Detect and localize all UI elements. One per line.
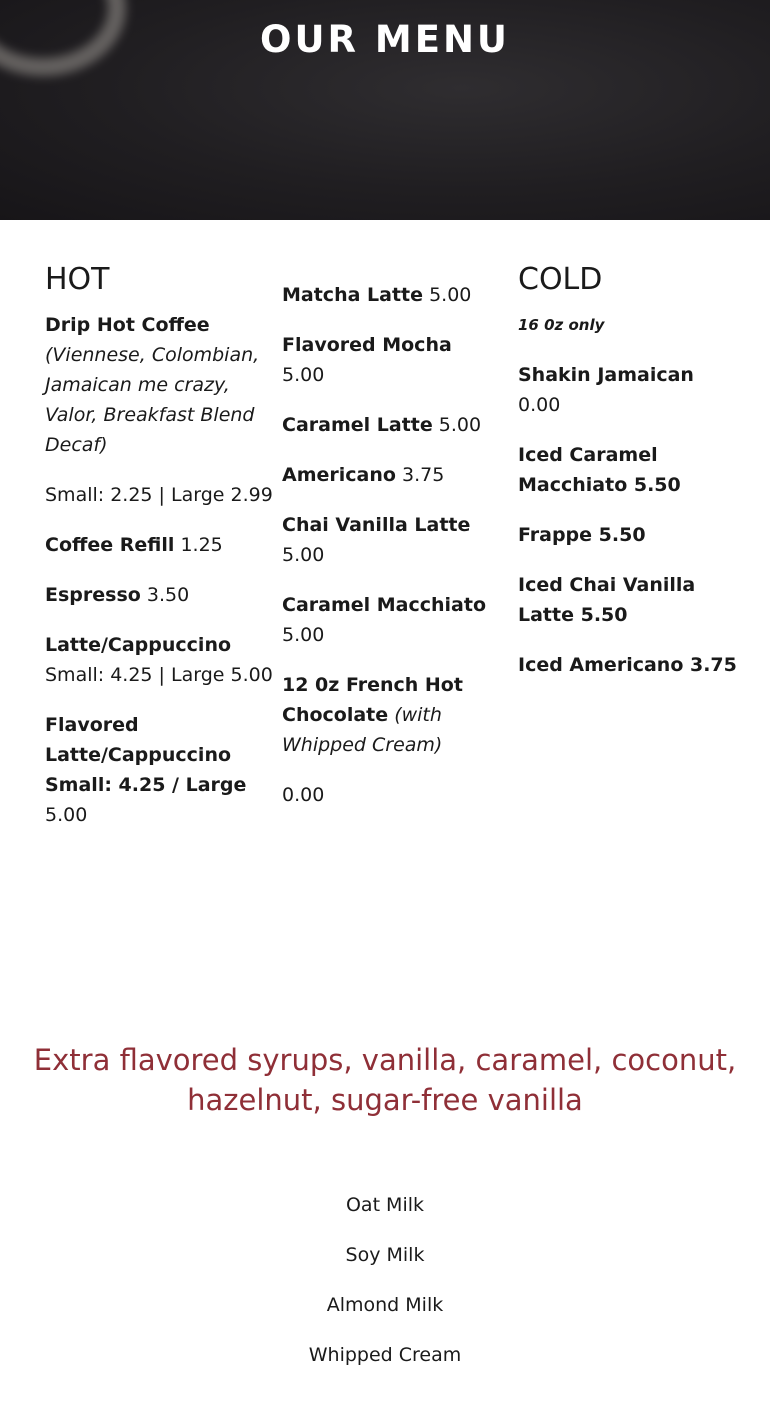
item-price: 3.50 bbox=[146, 584, 190, 606]
size-note: 16 0z only bbox=[518, 316, 605, 334]
menu-item-espresso bbox=[45, 580, 273, 610]
menu-item-matcha-latte bbox=[282, 280, 487, 310]
item-name: Caramel Latte bbox=[282, 414, 433, 436]
menu-item-shakin-jamaican bbox=[518, 360, 740, 420]
item-name: Flavored Mocha bbox=[282, 334, 452, 356]
item-name: Americano bbox=[282, 464, 396, 486]
item-description: (Viennese, Colombian, Jamaican me crazy, Valor, Breakfast Blend Decaf) bbox=[45, 344, 260, 456]
menu-item-drip-price: Small: 2.25 | Large 2.99 bbox=[45, 484, 273, 506]
menu-item-chai-vanilla-latte bbox=[282, 510, 487, 570]
item-price: 0.00 bbox=[518, 394, 561, 416]
hero-banner bbox=[0, 0, 770, 220]
menu-item-coffee-refill bbox=[45, 530, 273, 560]
item-price: 5.00 bbox=[282, 624, 325, 646]
menu-item-caramel-latte bbox=[282, 410, 487, 440]
item-name: Chai Vanilla Latte bbox=[282, 514, 471, 536]
hot-heading: HOT bbox=[45, 262, 110, 297]
item-price: 5.00 bbox=[282, 544, 325, 566]
item-price: 1.25 bbox=[180, 534, 223, 556]
addon-oat-milk: Oat Milk bbox=[345, 1194, 425, 1216]
menu-item-frappe: Frappe 5.50 bbox=[518, 524, 646, 546]
page-title: OUR MENU bbox=[260, 18, 510, 61]
item-name: Coffee Refill bbox=[45, 534, 175, 556]
item-price: 5.00 bbox=[282, 364, 325, 386]
item-name: Caramel Macchiato bbox=[282, 594, 487, 616]
menu-item-caramel-macchiato bbox=[282, 590, 487, 650]
addons-list bbox=[0, 1190, 770, 1390]
menu-item-iced-americano: Iced Americano 3.75 bbox=[518, 654, 737, 676]
item-price: 5.00 bbox=[429, 284, 472, 306]
item-name: Espresso bbox=[45, 584, 141, 606]
menu-item-hot-chocolate-price: 0.00 bbox=[282, 784, 325, 806]
item-name: Flavored Latte/Cappuccino Small: 4.25 / Large bbox=[45, 714, 247, 796]
item-price: Small: 4.25 | Large 5.00 bbox=[45, 664, 273, 686]
hot-menu-column bbox=[45, 262, 273, 850]
menu-item-hot-chocolate bbox=[282, 670, 487, 760]
item-name: Shakin Jamaican bbox=[518, 364, 694, 386]
hot-menu-column-2 bbox=[282, 280, 487, 830]
cold-heading: COLD bbox=[518, 262, 603, 297]
item-description: (with Whipped Cream) bbox=[282, 704, 443, 756]
menu-item-americano bbox=[282, 460, 487, 490]
item-price: 3.75 bbox=[401, 464, 445, 486]
menu-item-drip-coffee bbox=[45, 310, 273, 460]
menu-item-iced-caramel-macchiato: Iced Caramel Macchiato 5.50 bbox=[518, 444, 681, 496]
addon-soy-milk: Soy Milk bbox=[345, 1244, 425, 1266]
item-price: 5.00 bbox=[45, 804, 88, 826]
menu-item-latte-cappuccino bbox=[45, 630, 273, 690]
cold-menu-column bbox=[518, 262, 740, 700]
menu-item-flavored-mocha bbox=[282, 330, 487, 390]
menu-item-flavored-latte bbox=[45, 710, 273, 830]
item-name: Matcha Latte bbox=[282, 284, 424, 306]
item-name: Latte/Cappuccino bbox=[45, 634, 232, 656]
extra-syrups-note: Extra flavored syrups, vanilla, caramel, coconut, hazelnut, sugar-free vanilla bbox=[33, 1043, 737, 1117]
addon-whipped-cream: Whipped Cream bbox=[308, 1344, 462, 1366]
item-name: 12 0z French Hot Chocolate bbox=[282, 674, 463, 726]
menu-item-iced-chai: Iced Chai Vanilla Latte 5.50 bbox=[518, 574, 696, 626]
item-name: Drip Hot Coffee bbox=[45, 314, 210, 336]
addon-almond-milk: Almond Milk bbox=[326, 1294, 444, 1316]
item-price: 5.00 bbox=[438, 414, 482, 436]
